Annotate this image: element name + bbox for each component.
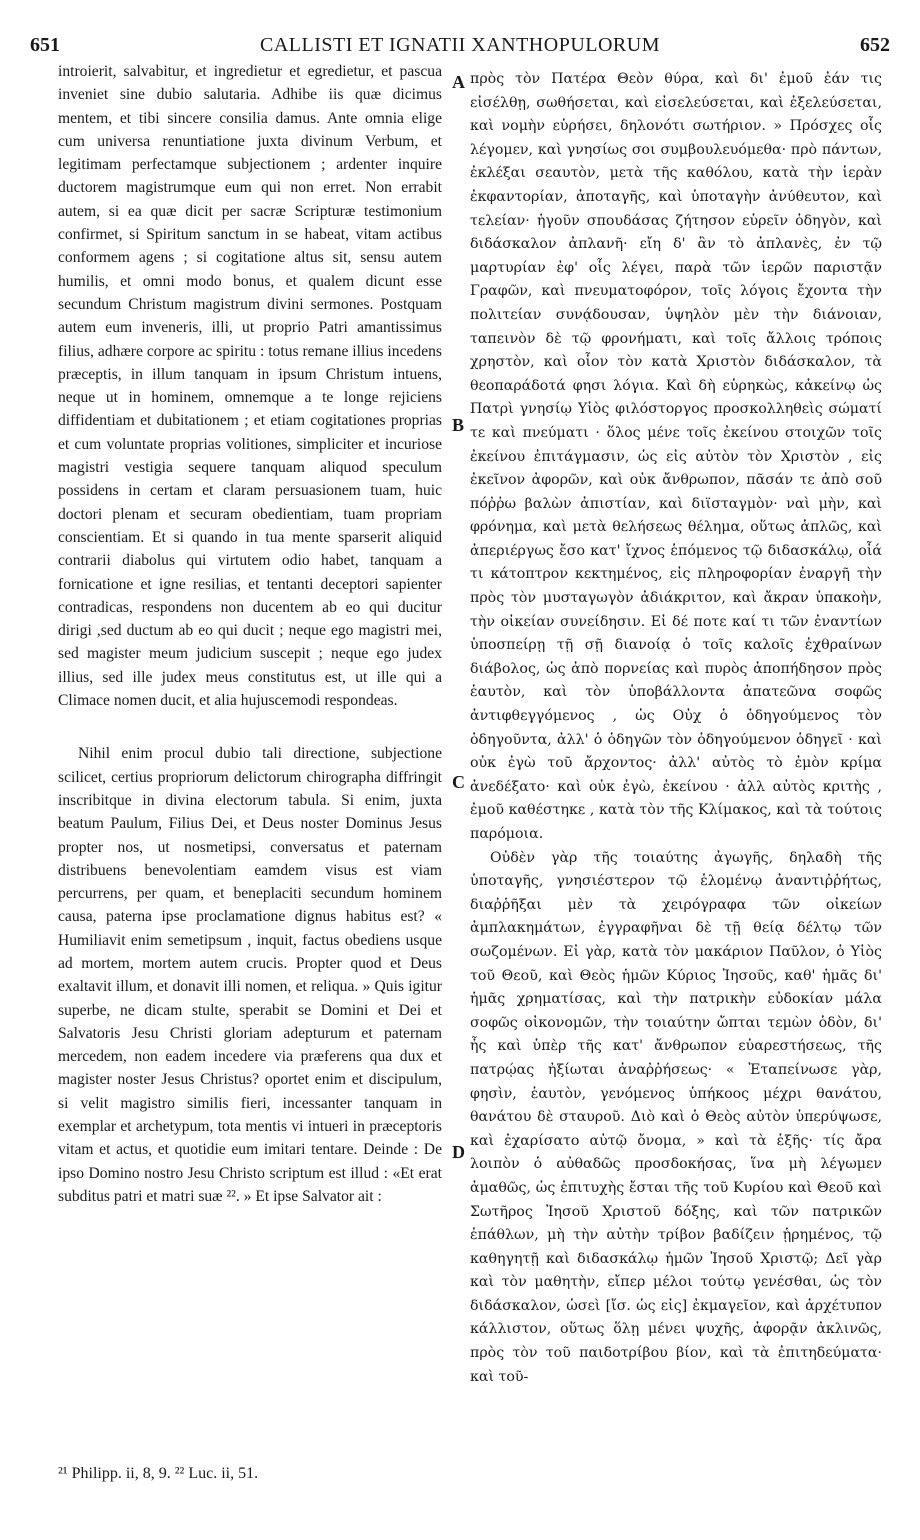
margin-marker-d: D xyxy=(452,1142,465,1162)
greek-paragraph-2: Οὐδὲν γὰρ τῆς τοιαύτης ἀγωγῆς, δηλαδὴ τῆς ὑποταγῆς, γνησιέστερον τῷ ἑλομένῳ ἀναντιῤῥήτως, διαῤῥῆξαι μὲν τὰ χειρόγραφα τῶν οἰκείων ἀμπλακημάτων, ἐγγραφῆναι δὲ τῇ θείᾳ δέλτῳ τῶν σωζομένων. Εἰ γὰρ, κατὰ τὸν μακάριον Παῦλον, ὁ Υἱὸς τοῦ Θεοῦ, καὶ Θεὸς ἡμῶν Κύριος Ἰησοῦς, καθ' ἡμᾶς δι' ἡμᾶς χρηματίσας, καὶ τὴν πατρικὴν εὐδοκίαν μάλα σοφῶς οἰκονομῶν, τὴν τοιαύτην ὤπται τεμὼν ὁδὸν, δι' ἧς καὶ ὑπὲρ τῆς κατ' ἄνθρωπον εὐαρεστήσεως, τῆς πατρῴας ἠξίωται ἀναῤῥήσεως· « Ἐταπείνωσε γὰρ, φησὶν, ἑαυτὸν, γενόμενος ὑπήκοος μέχρι θανάτου, θανάτου δὲ σταυροῦ. Διὸ καὶ ὁ Θεὸς αὐτὸν ὑπερύψωσε, καὶ ἐχαρίσατο αὐτῷ ὄνομα, » καὶ τὰ ἑξῆς· τίς ἄρα λοιπὸν ὁ αὐθαδῶς προσδοκήσας, ἵνα μὴ λέγωμεν ἀμαθῶς, ὡς ἐπιτυχὴς ἔσται τῆς τοῦ Κυρίου καὶ Θεοῦ καὶ Σωτῆρος Ἰησοῦ Χριστοῦ δόξης, καὶ τῶν πατρικῶν ἐπάθλων, μὴ τὴν αὐτὴν τρίβον βαδίζειν ᾑρημένος, τῷ καθηγητῇ καὶ διδασκάλῳ ἡμῶν Ἰησοῦ Χριστῷ; Δεῖ γὰρ καὶ τὸν μαθητὴν, εἴπερ μέλοι τούτῳ γενέσθαι, ὡς τὸν διδάσκαλον, ὡσεὶ [ἴσ. ὡς εἰς] ἐκμαγεῖον, καὶ ἀρχέτυπον κάλλιστον, οὕτως ὅλῃ μένει ψυχῆς, ἀφορᾷν ἀκλινῶς, πρὸς τὸν τοῦ παιδοτρίβου βίον, καὶ τὰ ἐπιτηδεύματα· καὶ τοῦ- xyxy=(470,849,882,1385)
greek-paragraph-1: πρὸς τὸν Πατέρα Θεὸν θύρα, καὶ δι' ἐμοῦ ἐάν τις εἰσέλθῃ, σωθήσεται, καὶ εἰσελεύσεται, καὶ ἐξελεύσεται, καὶ νομὴν εὑρήσει, δηλονότι σωτήριον. » Πρόσχες οἷς λέγομεν, καὶ γνησίως σοι συμβουλευόμεθα· πρὸ πάντων, ἐκλέξαι σεαυτὸν, μετὰ τῆς καθόλου, κατὰ τὴν ἱερὰν ἐκφαντορίαν, ἀποταγῆς, καὶ ὑποταγὴν ἀνύθευτον, καὶ τελείαν· ἡγοῦν σπουδάσας ζήτησον εὑρεῖν ὁδηγὸν, καὶ διδάσκαλον ἀπλανῆ· εἴη δ' ἂν τὸ ἀπλανὲς, ἐν τῷ μαρτυρίαν ἐφ' οἷς λέγει, παρὰ τῶν ἱερῶν παριστᾷν Γραφῶν, καὶ πνευματοφόρον, τοῖς λόγοις ἔχοντα τὴν πολιτείαν συνᾴδουσαν, ὑψηλὸν μὲν τὴν διάνοιαν, ταπεινὸν δὲ τῷ φρονήματι, καὶ τοῖς ἄλλοις τρόποις χρηστὸν, καὶ οἷον τὸν κατὰ Χριστὸν διδάσκαλον, τὰ θεοπαράδοτά φησι λόγια. Καὶ δὴ εὑρηκὼς, κἀκείνῳ ὡς Πατρὶ γνησίῳ Υἱὸς φιλόστοργος προσκολληθεὶς σώματί τε καὶ πνεύματι · ὅλος μένε τοῖς ἐκείνου στοιχῶν τοῖς ἐκείνου ἐπιτάγμασιν, ὡς εἰς αὐτὸν τὸν Χριστὸν , εἰς ἐκεῖνον ἀφορῶν, καὶ οὐκ ἄνθρωπον, πᾶσάν τε ἀπὸ σοῦ πόῤῥω βαλὼν ἀπιστίαν, καὶ διϊσταγμὸν· ναὶ μὴν, καὶ φρόνημα, καὶ μετὰ θελήσεως θέλημα, οὕτως ἁπλῶς, καὶ ἀπεριέργως ἔσο κατ' ἴχνος ἑπόμενος τῷ διδασκάλῳ, οἷά τι κάτοπτρον κεκτημένος, εἰς πληροφορίαν ἐναργῆ τὴν πρὸς τὸν μυσταγωγὸν ἀδιάκριτον, καὶ ἄκραν ὑπακοὴν, τὴν οἰκείαν συνείδησιν. Εἰ δέ ποτε καί τι τῶν ἐναντίων ὑποσπείρῃ τῇ σῇ διανοίᾳ ὁ τοῖς καλοῖς ἐχθραίνων διάβολος, ὡς ἀπὸ πορνείας καὶ πυρὸς ἀποπήδησον πρὸς ἑαυτὸν, καὶ τὸν ὑποβάλλοντα ἀπατεῶνα σοφῶς ἀντιφθεγγόμενος , ὡς Οὐχ ὁ ὁδηγούμενος τὸν ὁδηγοῦντα, ἀλλ' ὁ ὁδηγῶν τὸν ὁδηγούμενον ὁδηγεῖ · καὶ οὐκ ἐγὼ τοῦ ἄρχοντος· ἀλλ' αὐτὸς τὸ ἐμὸν κρίμα ἀνεδέξατο· καὶ οὐκ ἐγὼ, ἐκείνου · ἀλλ αὐτὸς κριτὴς , ἐμοῦ καθέστηκε , κατὰ τὸν τῆς Κλίμακος, καὶ τὰ τούτοις παρόμοια. xyxy=(470,71,882,842)
latin-paragraph-2: Nihil enim procul dubio tali directione, subjectione scilicet, certius propriorum delictorum chirographa diffringit inscribitque in divina electorum tabula. Si enim, juxta beatum Paulum, Filius Dei, et Deus noster Dominus Jesus propter nos, ut nosmetipsi, conversatus et paternam distribuens benevolentiam eamdem visus est viam percurrens, per quam, et beneplaciti secundum hominem causa, paterna ipse proclamatione dignus habitus est? « Humiliavit enim semetipsum , inquit, factus obediens usque ad mortem, mortem autem crucis. Propter quod et Deus exaltavit illum, et donavit illi nomen, et reliqua. » Quis igitur superbe, ne dicam stulte, sperabit se Domini et Dei et Salvatoris Jesu Christi gloriam adepturum et paternam mercedem, non eadem incedere via præferens qua dux et magister noster Jesus Christus? oportet enim et discipulum, si velit magistro similis fieri, incessanter tanquam in exemplar et archetypum, tota mentis vi intueri in præceptoris vitam et actus, et quotidie eum imitari tentare. Deinde : De ipso Domino nostro Jesu Christo scriptum est illud : «Et erat subditus patri et matri suæ ²². » Et ipse Salvator ait : xyxy=(58,745,442,1205)
running-title: CALLISTI ET IGNATII XANTHOPULORUM xyxy=(260,34,660,56)
left-page-number: 651 xyxy=(30,34,60,56)
greek-column xyxy=(470,68,882,1389)
footnotes: ²¹ Philipp. ii, 8, 9. ²² Luc. ii, 51. xyxy=(58,1465,259,1482)
margin-marker-b: B xyxy=(452,415,465,435)
margin-marker-c: C xyxy=(452,772,465,792)
margin-marker-a: A xyxy=(452,72,465,92)
right-page-number: 652 xyxy=(860,34,890,56)
latin-column xyxy=(58,60,442,1208)
paragraph-gap xyxy=(58,712,442,742)
latin-paragraph-1: introierit, salvabitur, et ingredietur et egredietur, et pascua inveniet sine dubio salutaria. Adhibe iis quæ dicimus mentem, et tibi sincere consilia damus. Ante omnia elige cum universa renuntiatione juxta divinum Verbum, et legitimam perfectamque subjectionem ; ardenter inquire ductorem magistrumque eum qui non erret. Non errabit autem, si ea quæ dicit per sacræ Scripturæ testimonium confirmet, si Spiritum sanctum in se habeat, vitam actibus conformem agens ; si cogitatione altus sit, sensu autem humilis, et omni modo bonus, et qualem dicunt esse secundum Christum magistrum divini sermones. Postquam autem eum inveneris, illi, ut proprio Patri amantissimus filius, adhære corpore ac spiritu : totus remane illius incedens præceptis, in illum tanquam in ipsum Christum intuens, neque ut in hominem, omnemque a te longe rejiciens diffidentiam et dubitationem ; et etiam cogitationes proprias et cum voluntate proprias volitiones, simpliciter et incuriose magistri vestigia sequere tanquam aliquod speculum possidens in certam et claram persuasionem tuam, huic doctori plenam et securam obedientiam, tuam propriam conscientiam. Et si quando in tua mente sparserit aliquid contrarii diabolus qui virtutem odio habet, tanquam a fornicatione et igne resilias, et tentanti deceptori sapienter contradicas, respondens non ducentem ab eo qui ducitur dirigi ,sed ductum ab eo qui ducit ; neque ego magistri mei, sed magister meum judicium suscepit ; neque ego judex illius, sed ille judex meus constitutus est, ut ille qui a Climace nomen ducit, et alia hujuscemodi respondeas. xyxy=(58,63,442,710)
